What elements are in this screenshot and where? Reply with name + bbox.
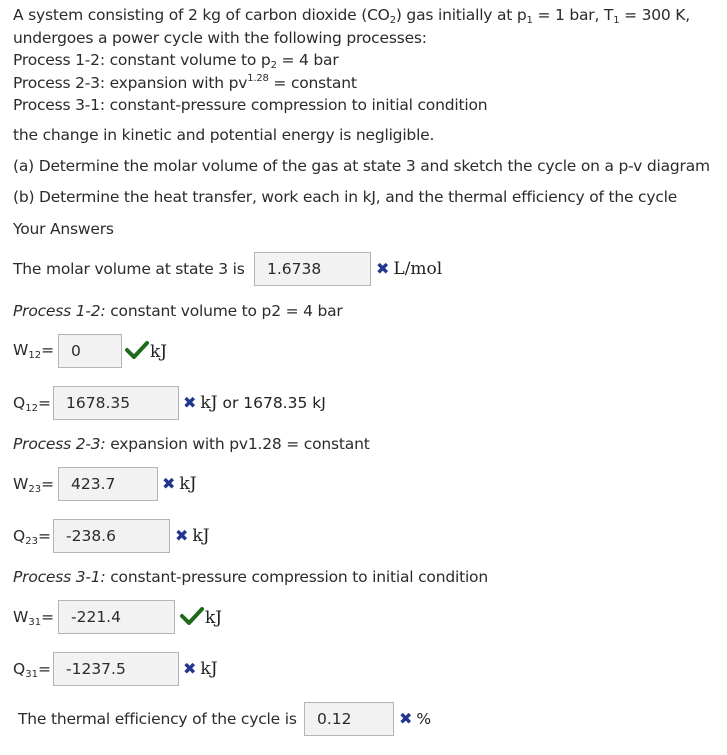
- q23-label: $Q_{23}=$: [13, 527, 51, 547]
- w31-label: $W_{31}=$: [13, 608, 55, 628]
- process-12-heading: [13, 302, 343, 320]
- problem-line-3: Process 1-2: constant volume to $p_2 = 4$ bar: [13, 51, 339, 71]
- checkmark-icon: [180, 607, 204, 625]
- q31-input[interactable]: -1237.5: [53, 652, 179, 686]
- checkmark-icon: [125, 341, 149, 359]
- efficiency-unit: %: [416, 710, 432, 728]
- process-23-heading: [13, 435, 370, 453]
- q23-input[interactable]: -238.6: [53, 519, 170, 553]
- w31-unit: kJ: [205, 608, 223, 628]
- incorrect-icon: ✖: [376, 259, 390, 278]
- w12-label: $W_{12}=$: [13, 341, 55, 361]
- q12-input[interactable]: 1678.35: [53, 386, 179, 420]
- incorrect-icon: ✖: [162, 474, 176, 493]
- w12-input[interactable]: 0: [58, 334, 122, 368]
- w31-input[interactable]: -221.4: [58, 600, 175, 634]
- process-23-title: Process 2-3:: [13, 435, 106, 453]
- q23-unit: kJ: [192, 526, 210, 546]
- part-a-text: (a) Determine the molar volume of the gas at state 3 and sketch the cycle on a p-v diagram: [13, 157, 710, 175]
- w23-input[interactable]: 423.7: [58, 467, 158, 501]
- incorrect-icon: ✖: [175, 526, 189, 545]
- problem-line-5: Process 3-1: constant-pressure compression to initial condition: [13, 96, 488, 114]
- molar-volume-label: The molar volume at state 3 is: [13, 260, 245, 278]
- w23-feedback: [162, 474, 197, 494]
- process-12-title: Process 1-2:: [13, 302, 106, 320]
- molar-volume-input[interactable]: 1.6738: [254, 252, 371, 286]
- q23-feedback: [175, 526, 210, 546]
- incorrect-icon: ✖: [183, 659, 197, 678]
- q31-label: $Q_{31}=$: [13, 660, 51, 680]
- problem-line-1: A system consisting of 2 kg of carbon dioxide $(CO_2)$ gas initially at $p_1 = 1$ bar, $T_1 = 300$ K,: [13, 6, 691, 26]
- process-23-desc: expansion with pv1.28 = constant: [105, 435, 370, 453]
- problem-note: the change in kinetic and potential energy is negligible.: [13, 126, 435, 144]
- process-12-desc: constant volume to p2 = 4 bar: [105, 302, 343, 320]
- w23-unit: kJ: [179, 474, 197, 494]
- q12-label: $Q_{12}=$: [13, 394, 51, 414]
- w12-feedback: [125, 341, 167, 362]
- w12-unit: kJ: [150, 342, 168, 362]
- process-31-title: Process 3-1:: [13, 568, 106, 586]
- problem-line-2: undergoes a power cycle with the following processes:: [13, 28, 427, 47]
- molar-volume-feedback: [376, 259, 442, 279]
- efficiency-feedback: [399, 709, 431, 729]
- w23-label: $W_{23}=$: [13, 475, 55, 495]
- process-31-heading: [13, 568, 488, 586]
- process-31-desc: constant-pressure compression to initial condition: [105, 568, 488, 586]
- efficiency-input[interactable]: 0.12: [304, 702, 394, 736]
- answers-heading: Your Answers: [13, 220, 114, 238]
- q31-unit: kJ: [200, 659, 218, 679]
- q12-feedback: [183, 393, 326, 413]
- incorrect-icon: ✖: [399, 709, 413, 728]
- efficiency-label: The thermal efficiency of the cycle is: [18, 710, 297, 728]
- problem-statement: [13, 4, 690, 117]
- molar-volume-unit: L/mol: [393, 259, 443, 279]
- part-b-text: (b) Determine the heat transfer, work each in kJ, and the thermal efficiency of the cycle: [13, 188, 678, 206]
- incorrect-icon: ✖: [183, 393, 197, 412]
- q12-unit: kJ: [200, 393, 218, 413]
- q31-feedback: [183, 659, 218, 679]
- problem-line-4: Process 2-3: expansion with $pv^{1.28}$ = constant: [13, 72, 357, 92]
- q12-extra: or 1678.35 kJ: [217, 394, 326, 412]
- w31-feedback: [180, 607, 222, 628]
